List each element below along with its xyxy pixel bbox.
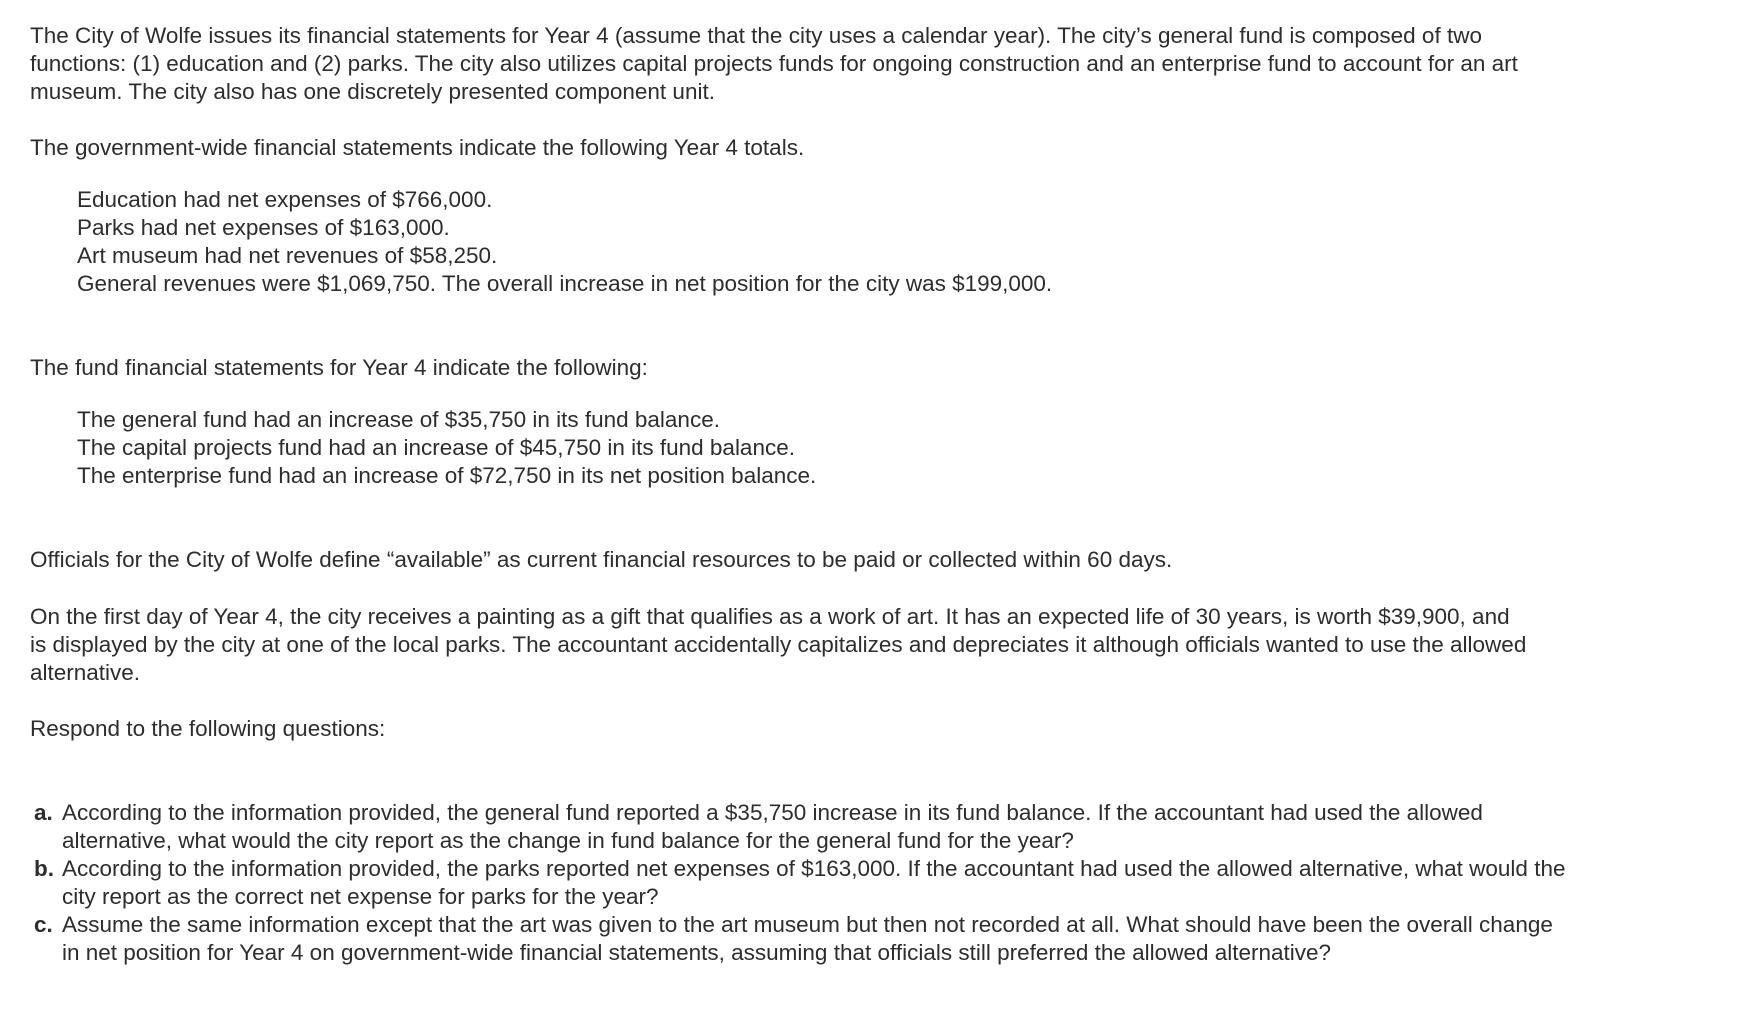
question-text: According to the information provided, the general fund reported a $35,750 increase in its fund balance. If the accountant had used the allowed alternative, what would the city report as the change in fund balance for the general fund for the year? [62,800,1483,853]
government-wide-heading: The government-wide financial statements indicate the following Year 4 totals. [30,135,805,160]
general-fund-increase: The general fund had an increase of $35,750 in its fund balance. [77,407,720,432]
capital-projects-fund-increase: The capital projects fund had an increase of $45,750 in its fund balance. [77,435,795,460]
question-text: Assume the same information except that the art was given to the art museum but then not recorded at all. What should have been the overall change in net position for Year 4 on government-wide financial statements, assuming that officials still preferred the allowed alternative? [62,912,1553,965]
general-revenues: General revenues were $1,069,750. The overall increase in net position for the city was $199,000. [77,271,1053,296]
question-a [30,799,1570,855]
painting-gift-paragraph: On the first day of Year 4, the city receives a painting as a gift that qualifies as a work of art. It has an expected life of 30 years, is worth $39,900, and is displayed by the city at one of the local parks. The accountant accidentally capitalizes and depreciates it although officials wanted to use the allowed alternative. [30,604,1527,685]
art-museum-net-revenues: Art museum had net revenues of $58,250. [77,243,498,268]
government-wide-totals [77,186,1707,298]
question-c [30,911,1570,967]
education-net-expenses: Education had net expenses of $766,000. [77,187,493,212]
question-letter: c. [34,912,53,937]
question-letter: a. [34,800,53,825]
available-definition: Officials for the City of Wolfe define “available” as current financial resources to be paid or collected within 60 days. [30,547,1173,572]
parks-net-expenses: Parks had net expenses of $163,000. [77,215,450,240]
fund-statements-heading: The fund financial statements for Year 4 indicate the following: [30,355,648,380]
question-b [30,855,1570,911]
fund-statements-list [77,406,1707,490]
question-text: According to the information provided, the parks reported net expenses of $163,000. If the accountant had used the allowed alternative, what would the city report as the correct net expense for parks for the year? [62,856,1566,909]
intro-paragraph: The City of Wolfe issues its financial statements for Year 4 (assume that the city uses a calendar year). The city’s general fund is composed of two functions: (1) education and (2) parks. The city also utilizes capital projects funds for ongoing construction and an enterprise fund to account for an art museum. The city also has one discretely presented component unit. [30,23,1518,104]
question-list [30,799,1570,967]
respond-prompt: Respond to the following questions: [30,716,386,741]
question-letter: b. [34,856,54,881]
enterprise-fund-increase: The enterprise fund had an increase of $72,750 in its net position balance. [77,463,817,488]
